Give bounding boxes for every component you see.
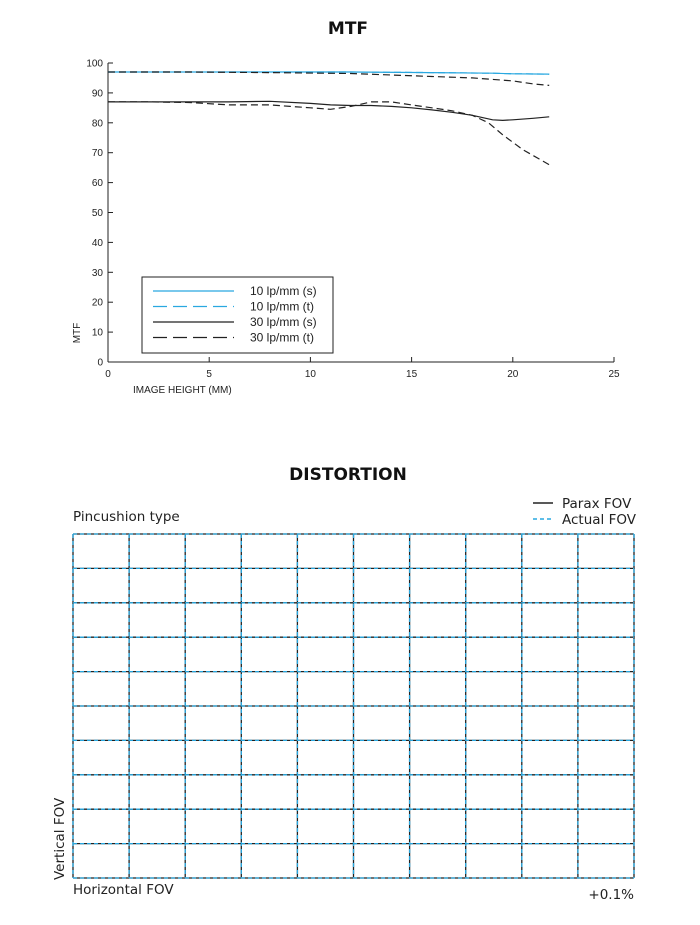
- mtf-y-tick-label: 10: [91, 327, 103, 339]
- mtf-y-tick-label: 70: [91, 148, 103, 160]
- mtf-series-line-2: [108, 101, 549, 120]
- mtf-y-label: MTF: [72, 322, 83, 344]
- mtf-x-tick-label: 25: [608, 369, 620, 380]
- mtf-x-tick-label: 10: [304, 369, 316, 380]
- mtf-legend: [142, 277, 333, 353]
- mtf-y-tick-label: 30: [91, 267, 103, 279]
- mtf-y-tick-label: 40: [91, 237, 103, 249]
- mtf-series-lines: [108, 72, 549, 165]
- mtf-y-tick-label: 0: [97, 357, 103, 369]
- mtf-y-tick-label: 100: [86, 58, 103, 70]
- mtf-y-tick-label: 90: [91, 88, 103, 100]
- mtf-legend-label-2: 30 lp/mm (s): [250, 315, 317, 329]
- distortion-type-label: Pincushion type: [73, 509, 180, 525]
- distortion-legend-label-1: Actual FOV: [562, 512, 636, 528]
- distortion-x-label: Horizontal FOV: [73, 882, 174, 898]
- mtf-y-tick-label: 20: [91, 297, 103, 309]
- mtf-chart: [72, 19, 620, 396]
- distortion-legend-label-0: Parax FOV: [562, 496, 632, 512]
- mtf-x-label: IMAGE HEIGHT (MM): [133, 385, 232, 396]
- mtf-y-tick-label: 80: [91, 118, 103, 130]
- distortion-chart: [52, 465, 637, 903]
- mtf-y-ticks: [86, 59, 113, 369]
- distortion-max-value: +0.1%: [588, 887, 634, 903]
- mtf-x-tick-label: 5: [206, 369, 212, 380]
- mtf-legend-label-0: 10 lp/mm (s): [250, 284, 317, 298]
- mtf-y-tick-label: 60: [91, 178, 103, 190]
- distortion-y-label: Vertical FOV: [52, 797, 68, 880]
- mtf-title: MTF: [327, 19, 369, 39]
- mtf-legend-label-1: 10 lp/mm (t): [250, 299, 315, 314]
- mtf-series-line-3: [108, 102, 549, 165]
- mtf-series-line-4: [108, 72, 549, 85]
- mtf-y-tick-label: 50: [91, 208, 103, 219]
- mtf-x-tick-label: 15: [406, 369, 418, 380]
- mtf-x-tick-label: 20: [507, 369, 519, 380]
- mtf-x-ticks: [105, 357, 620, 380]
- mtf-legend-label-3: 30 lp/mm (t): [250, 330, 315, 345]
- distortion-legend: [533, 496, 637, 528]
- distortion-title: DISTORTION: [289, 465, 407, 485]
- distortion-grid: [73, 534, 634, 878]
- mtf-x-tick-label: 0: [105, 369, 111, 380]
